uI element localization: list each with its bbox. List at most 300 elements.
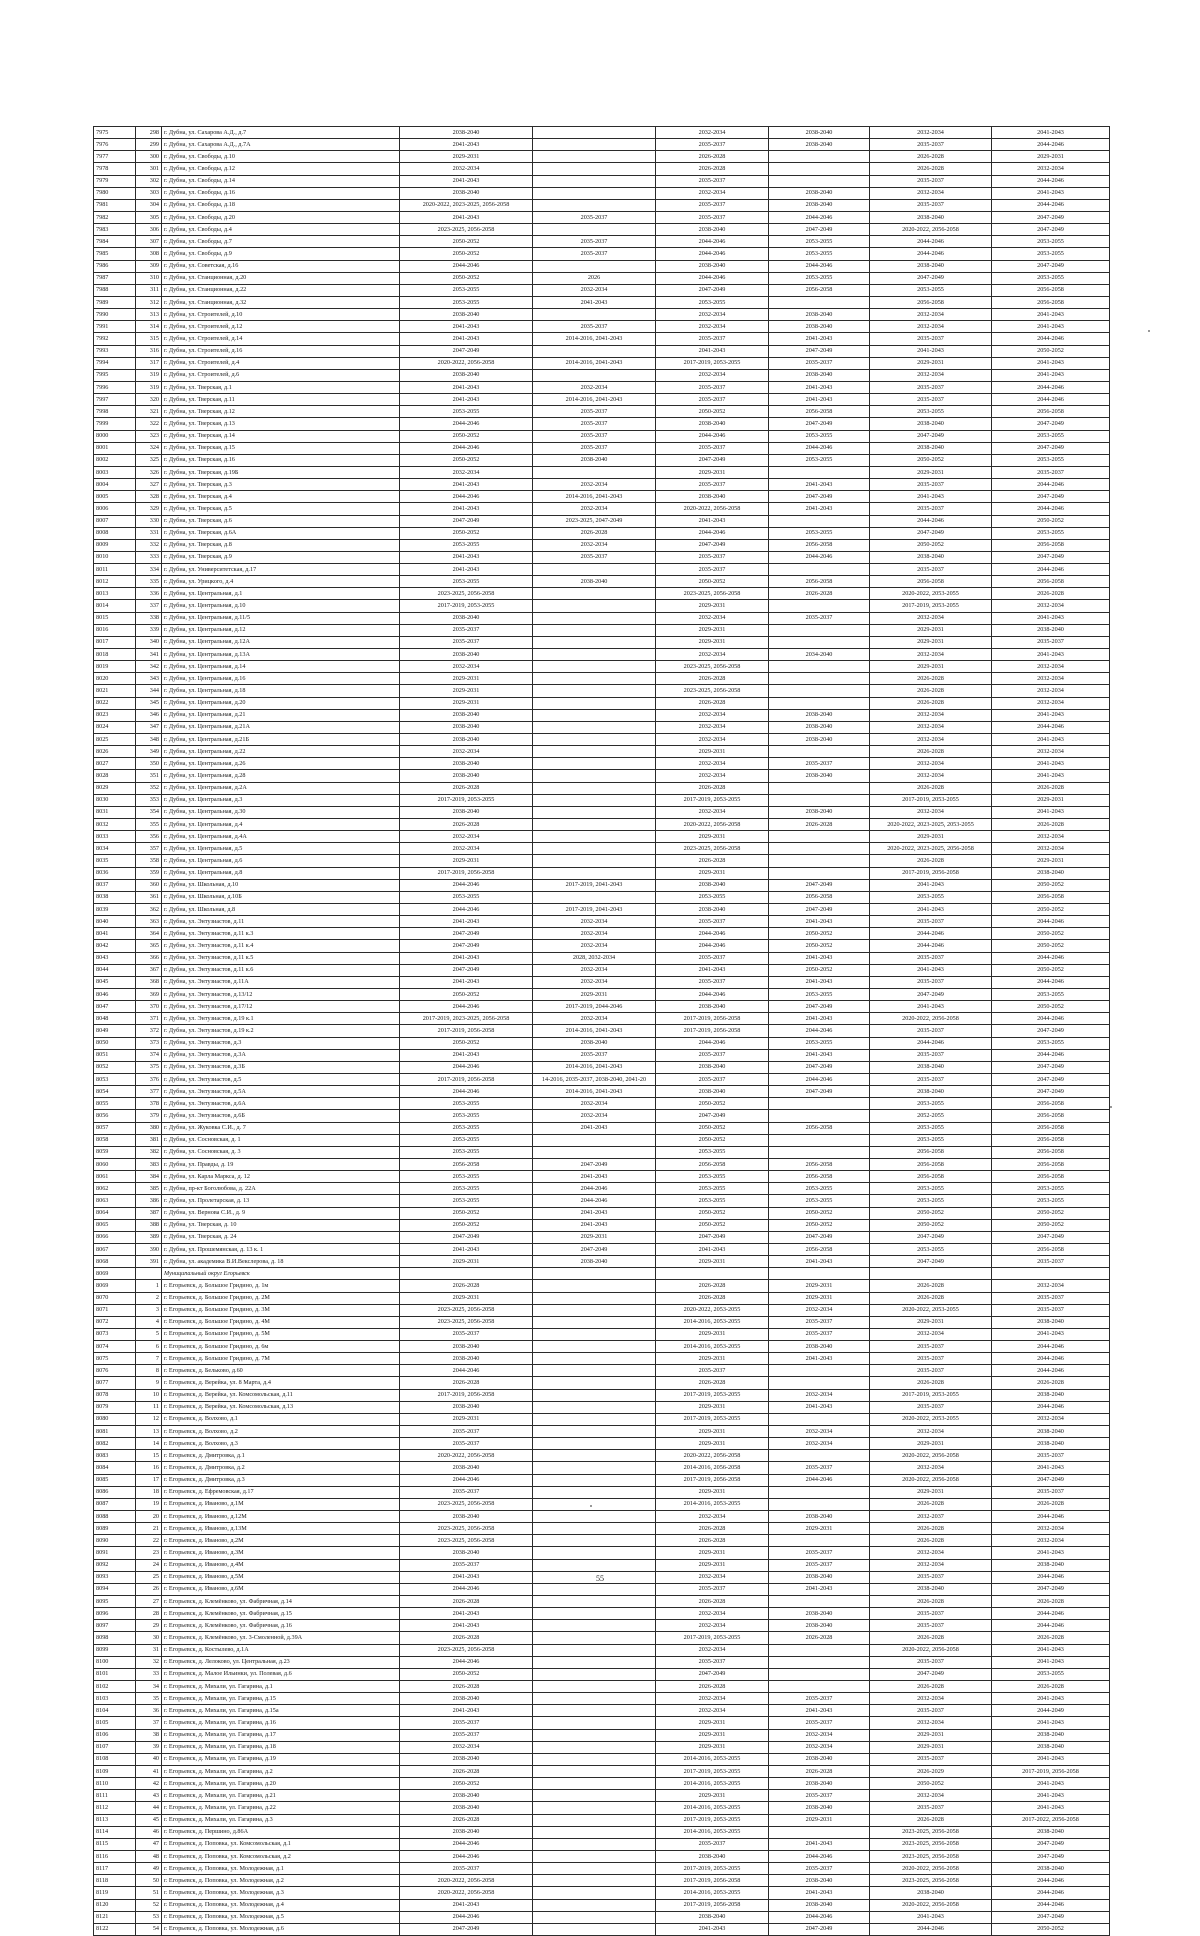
year-c-cell: 2014-2016, 2053-2055 [656,1753,769,1765]
table-row [94,1887,1110,1899]
row-code-cell: 8098 [94,1632,136,1644]
year-b-cell [533,1523,656,1535]
year-d-cell: 2038-2040 [769,1802,870,1814]
year-f-cell: 2029-2031 [992,855,1110,867]
year-a-cell: 2017-2019, 2056-2058 [400,1389,533,1401]
year-e-cell: 2035-2037 [870,175,992,187]
address-cell: г. Дубна, ул. Центральная, д.14 [162,661,400,673]
table-row [94,1365,1110,1377]
address-cell: г. Дубна, ул. Строителей, д.10 [162,309,400,321]
year-c-cell: 2044-2046 [656,236,769,248]
row-code-cell: 7989 [94,296,136,308]
year-b-cell [533,224,656,236]
table-row [94,272,1110,284]
year-b-cell: 2032-2034 [533,928,656,940]
year-f-cell: 2038-2040 [992,1389,1110,1401]
year-a-cell: 2044-2046 [400,260,533,272]
year-b-cell: 2014-2016, 2041-2043 [533,1025,656,1037]
year-d-cell [769,782,870,794]
year-c-cell: 2035-2037 [656,199,769,211]
year-f-cell: 2056-2058 [992,576,1110,588]
year-a-cell: 2044-2046 [400,1086,533,1098]
year-e-cell: 2023-2025, 2056-2058 [870,1826,992,1838]
year-a-cell: 2032-2034 [400,843,533,855]
address-cell: г. Егорьевск, д. Михали, ул. Гагарина, д.17 [162,1729,400,1741]
year-f-cell: 2026-2028 [992,819,1110,831]
row-code-cell: 8069 [94,1268,136,1280]
row-code-cell: 7986 [94,260,136,272]
row-number-cell: 5 [136,1328,162,1340]
year-c-cell: 2029-2031 [656,600,769,612]
year-b-cell: 2035-2037 [533,211,656,223]
row-number-cell: 22 [136,1535,162,1547]
year-d-cell: 2029-2031 [769,1523,870,1535]
address-cell: г. Егорьевск, д. Поповка, ул. Комсомольская, д.1 [162,1838,400,1850]
year-b-cell: 2029-2031 [533,988,656,1000]
year-d-cell: 2056-2058 [769,891,870,903]
row-code-cell: 8060 [94,1158,136,1170]
year-e-cell: 2044-2046 [870,1037,992,1049]
table-row [94,1413,1110,1425]
year-f-cell: 2044-2046 [992,175,1110,187]
year-a-cell: 2026-2028 [400,1280,533,1292]
address-cell: Муниципальный округ Егорьевск [162,1268,400,1280]
year-b-cell: 2035-2037 [533,248,656,260]
year-c-cell: 2047-2049 [656,284,769,296]
year-b-cell [533,564,656,576]
row-code-cell: 8072 [94,1316,136,1328]
row-number-cell: 319 [136,381,162,393]
year-d-cell: 2047-2049 [769,904,870,916]
row-code-cell: 8087 [94,1498,136,1510]
year-b-cell [533,1438,656,1450]
year-a-cell: 2053-2055 [400,296,533,308]
address-cell: г. Дубна, ул. Центральная, д.21А [162,721,400,733]
address-cell: г. Егорьевск, д. Бельково, д.60 [162,1365,400,1377]
address-cell: г. Дубна, ул. Свободы, д.4 [162,224,400,236]
year-f-cell: 2041-2043 [992,1693,1110,1705]
table-row [94,1013,1110,1025]
row-number-cell: 331 [136,527,162,539]
table-row [94,1668,1110,1680]
year-e-cell: 2044-2046 [870,515,992,527]
year-d-cell [769,1681,870,1693]
year-b-cell [533,1146,656,1158]
row-number-cell: 361 [136,891,162,903]
year-e-cell: 2020-2022, 2023-2025, 2053-2055 [870,819,992,831]
year-a-cell: 2038-2040 [400,806,533,818]
year-f-cell: 2056-2058 [992,1146,1110,1158]
address-cell: г. Дубна, ул. Центральная, д.22 [162,746,400,758]
year-d-cell: 2053-2055 [769,527,870,539]
address-cell: г. Егорьевск, д. Верейка, ул. Комсомольская, д.11 [162,1389,400,1401]
year-f-cell: 2041-2043 [992,806,1110,818]
year-d-cell: 2047-2049 [769,879,870,891]
address-cell: г. Дубна, ул. Сахарова А.Д., д.7 [162,127,400,139]
row-number-cell: 346 [136,709,162,721]
year-b-cell [533,1365,656,1377]
year-b-cell: 2032-2034 [533,976,656,988]
year-a-cell: 2053-2055 [400,539,533,551]
year-a-cell: 2017-2019, 2056-2058 [400,1073,533,1085]
year-a-cell: 2029-2031 [400,673,533,685]
row-code-cell: 8092 [94,1559,136,1571]
row-code-cell: 8066 [94,1231,136,1243]
table-row [94,1826,1110,1838]
row-code-cell: 7983 [94,224,136,236]
year-c-cell: 2017-2019, 2053-2055 [656,794,769,806]
year-d-cell [769,151,870,163]
year-a-cell: 2038-2040 [400,721,533,733]
year-b-cell [533,1681,656,1693]
year-a-cell: 2038-2040 [400,709,533,721]
table-row [94,709,1110,721]
year-e-cell: 2050-2052 [870,539,992,551]
table-row [94,1911,1110,1923]
year-e-cell: 2032-2034 [870,1790,992,1802]
row-code-cell: 8036 [94,867,136,879]
year-c-cell: 2032-2034 [656,1644,769,1656]
year-c-cell: 2017-2019, 2053-2055 [656,1389,769,1401]
table-row [94,1681,1110,1693]
row-number-cell: 35 [136,1693,162,1705]
year-a-cell: 2026-2028 [400,1765,533,1777]
year-a-cell: 2026-2028 [400,1377,533,1389]
year-c-cell: 2035-2037 [656,1049,769,1061]
row-code-cell: 8022 [94,697,136,709]
address-cell: г. Егорьевск, д. Большое Гридино, д. 2М [162,1292,400,1304]
year-f-cell: 2032-2034 [992,673,1110,685]
address-cell: г. Дубна, ул. Энтузиастов, д.11 к.6 [162,964,400,976]
year-a-cell: 2032-2034 [400,831,533,843]
year-a-cell: 2044-2046 [400,1474,533,1486]
table-row [94,1207,1110,1219]
year-b-cell: 2038-2040 [533,1037,656,1049]
year-e-cell: 2032-2034 [870,709,992,721]
row-number-cell: 378 [136,1098,162,1110]
row-code-cell: 8007 [94,515,136,527]
year-c-cell: 2032-2034 [656,369,769,381]
year-a-cell: 2041-2043 [400,952,533,964]
year-c-cell: 2047-2049 [656,1110,769,1122]
year-a-cell: 2032-2034 [400,163,533,175]
table-row [94,1511,1110,1523]
year-e-cell: 2047-2049 [870,527,992,539]
year-a-cell: 2038-2040 [400,1353,533,1365]
row-number-cell: 21 [136,1523,162,1535]
year-e-cell: 2056-2058 [870,576,992,588]
address-cell: г. Дубна, ул. Тверская, д.8 [162,539,400,551]
table-row [94,1171,1110,1183]
year-d-cell [769,1134,870,1146]
year-a-cell: 2050-2052 [400,1037,533,1049]
row-number-cell: 325 [136,454,162,466]
year-a-cell: 2053-2055 [400,1098,533,1110]
row-code-cell: 7978 [94,163,136,175]
address-cell: г. Дубна, ул. Центральная, д.16 [162,673,400,685]
year-d-cell: 2038-2040 [769,1608,870,1620]
table-row [94,952,1110,964]
address-cell: г. Егорьевск, д. Поповка, ул. Молодежная, д.3 [162,1887,400,1899]
address-cell: г. Егорьевск, д. Иваново, д.5М [162,1571,400,1583]
year-e-cell: 2052-2055 [870,1110,992,1122]
year-c-cell: 2017-2019, 2056-2058 [656,1875,769,1887]
year-e-cell: 2026-2029 [870,1765,992,1777]
year-a-cell: 2038-2040 [400,1462,533,1474]
year-d-cell: 2026-2028 [769,588,870,600]
year-a-cell: 2044-2046 [400,1001,533,1013]
year-b-cell [533,600,656,612]
year-c-cell: 2032-2034 [656,127,769,139]
year-d-cell: 2032-2034 [769,1438,870,1450]
row-number-cell: 14 [136,1438,162,1450]
year-f-cell: 2032-2034 [992,746,1110,758]
year-a-cell: 2041-2043 [400,1705,533,1717]
row-code-cell: 8049 [94,1025,136,1037]
year-d-cell [769,697,870,709]
row-code-cell: 8101 [94,1668,136,1680]
year-f-cell: 2047-2049 [992,1061,1110,1073]
year-c-cell: 2023-2025, 2056-2058 [656,685,769,697]
year-b-cell [533,1850,656,1862]
address-cell: г. Дубна, ул. Энтузиастов, д.11 [162,916,400,928]
row-number-cell: 53 [136,1911,162,1923]
year-a-cell: 2041-2043 [400,381,533,393]
row-number-cell: 327 [136,479,162,491]
year-a-cell: 2020-2022, 2056-2058 [400,357,533,369]
address-cell: г. Дубна, ул. Строителей, д.16 [162,345,400,357]
year-a-cell: 2041-2043 [400,333,533,345]
address-cell: г. Дубна, ул. Свободы, д.12 [162,163,400,175]
row-number-cell: 13 [136,1426,162,1438]
year-f-cell: 2044-2046 [992,479,1110,491]
table-row [94,369,1110,381]
row-code-cell: 8091 [94,1547,136,1559]
year-c-cell: 2032-2034 [656,187,769,199]
year-a-cell: 2041-2043 [400,479,533,491]
year-e-cell: 2029-2031 [870,357,992,369]
year-a-cell: 2038-2040 [400,1401,533,1413]
year-f-cell: 2032-2034 [992,831,1110,843]
row-number-cell: 339 [136,624,162,636]
schedule-sheet [93,126,1098,1936]
row-number-cell: 40 [136,1753,162,1765]
year-d-cell [769,673,870,685]
address-cell: г. Дубна, ул. Тверская, д.5 [162,503,400,515]
year-c-cell [656,1268,769,1280]
year-a-cell: 2023-2025, 2056-2058 [400,224,533,236]
row-code-cell: 8020 [94,673,136,685]
year-b-cell: 2014-2016, 2041-2043 [533,357,656,369]
year-e-cell: 2053-2055 [870,1195,992,1207]
year-e-cell: 2026-2028 [870,151,992,163]
year-b-cell [533,831,656,843]
year-d-cell: 2035-2037 [769,1863,870,1875]
year-c-cell: 2029-2031 [656,1328,769,1340]
year-e-cell: 2038-2040 [870,418,992,430]
year-d-cell: 2035-2037 [769,1462,870,1474]
year-c-cell: 2035-2037 [656,976,769,988]
year-e-cell: 2020-2022, 2056-2058 [870,1474,992,1486]
year-a-cell: 2041-2043 [400,1608,533,1620]
year-f-cell: 2044-2046 [992,1899,1110,1911]
year-f-cell: 2053-2055 [992,272,1110,284]
address-cell: г. Егорьевск, д. Михали, ул. Гагарина, д.15а [162,1705,400,1717]
year-d-cell: 2050-2052 [769,1207,870,1219]
table-row [94,564,1110,576]
year-c-cell: 2017-2019, 2053-2055 [656,1413,769,1425]
table-row [94,1256,1110,1268]
year-c-cell: 2032-2034 [656,1693,769,1705]
row-number-cell: 322 [136,418,162,430]
table-row [94,1486,1110,1498]
table-row [94,1450,1110,1462]
year-e-cell: 2035-2037 [870,139,992,151]
year-c-cell: 2038-2040 [656,1061,769,1073]
table-row [94,1292,1110,1304]
year-f-cell: 2044-2046 [992,1571,1110,1583]
row-code-cell: 8110 [94,1778,136,1790]
address-cell: г. Дубна, ул. Энтузиастов, д.11 к.5 [162,952,400,964]
table-row [94,806,1110,818]
table-row [94,248,1110,260]
year-c-cell: 2032-2034 [656,612,769,624]
table-row [94,551,1110,563]
year-b-cell [533,806,656,818]
year-d-cell: 2050-2052 [769,1219,870,1231]
year-b-cell [533,1559,656,1571]
year-c-cell: 2026-2028 [656,1292,769,1304]
row-number-cell: 32 [136,1656,162,1668]
address-cell: г. Дубна, ул. Сахарова А.Д., д.7А [162,139,400,151]
year-d-cell [769,855,870,867]
address-cell: г. Дубна, ул. Центральная, д.12А [162,636,400,648]
year-c-cell: 2050-2052 [656,1219,769,1231]
year-e-cell: 2032-2034 [870,612,992,624]
table-row [94,1328,1110,1340]
address-cell: г. Дубна, ул. Тверская, д.14 [162,430,400,442]
address-cell: г. Егорьевск, д. Дмитровка, д.3 [162,1474,400,1486]
row-code-cell: 8070 [94,1292,136,1304]
row-code-cell: 8033 [94,831,136,843]
address-cell: г. Дубна, ул. Свободы, д.18 [162,199,400,211]
year-c-cell: 2038-2040 [656,904,769,916]
address-cell: г. Егорьевск, д. Верейка, ул. Комсомольская, д.13 [162,1401,400,1413]
year-b-cell [533,891,656,903]
year-c-cell: 2029-2031 [656,1790,769,1802]
table-row [94,211,1110,223]
row-code-cell: 8115 [94,1838,136,1850]
year-c-cell: 2035-2037 [656,1583,769,1595]
year-c-cell: 2038-2040 [656,491,769,503]
table-row [94,515,1110,527]
year-a-cell: 2050-2052 [400,248,533,260]
year-a-cell: 2044-2046 [400,1838,533,1850]
table-row [94,1838,1110,1850]
year-e-cell: 2026-2028 [870,782,992,794]
table-row [94,1134,1110,1146]
year-d-cell: 2038-2040 [769,1875,870,1887]
table-row [94,127,1110,139]
year-b-cell [533,466,656,478]
row-number-cell: 330 [136,515,162,527]
row-code-cell: 8120 [94,1899,136,1911]
address-cell: г. Дубна, ул. Энтузиастов, д.13/12 [162,988,400,1000]
year-d-cell: 2041-2043 [769,1256,870,1268]
row-number-cell: 48 [136,1850,162,1862]
table-row [94,1231,1110,1243]
year-a-cell: 2035-2037 [400,1438,533,1450]
year-f-cell: 2056-2058 [992,284,1110,296]
year-c-cell: 2032-2034 [656,721,769,733]
year-f-cell: 2041-2043 [992,187,1110,199]
year-c-cell: 2017-2019, 2053-2055 [656,1632,769,1644]
year-c-cell: 2026-2028 [656,151,769,163]
row-code-cell: 8097 [94,1620,136,1632]
row-code-cell: 8068 [94,1256,136,1268]
year-d-cell: 2053-2055 [769,430,870,442]
row-code-cell: 8094 [94,1583,136,1595]
year-e-cell: 2056-2058 [870,1146,992,1158]
address-cell: г. Егорьевск, д. Поповка, ул. Молодежная, д.2 [162,1875,400,1887]
row-code-cell: 8058 [94,1134,136,1146]
year-a-cell: 2038-2040 [400,1341,533,1353]
year-c-cell: 2050-2052 [656,406,769,418]
table-row [94,697,1110,709]
year-b-cell [533,1304,656,1316]
year-f-cell: 2044-2046 [992,333,1110,345]
year-f-cell: 2032-2034 [992,1523,1110,1535]
row-code-cell: 8114 [94,1826,136,1838]
year-a-cell: 2053-2055 [400,1146,533,1158]
year-e-cell: 2026-2028 [870,1280,992,1292]
year-b-cell [533,1790,656,1802]
row-number-cell: 357 [136,843,162,855]
year-d-cell: 2056-2058 [769,284,870,296]
year-a-cell: 2032-2034 [400,661,533,673]
address-cell: г. Дубна, ул. Центральная, д.18 [162,685,400,697]
row-code-cell: 8016 [94,624,136,636]
year-e-cell: 2029-2031 [870,1729,992,1741]
year-b-cell [533,1583,656,1595]
year-d-cell: 2034-2040 [769,649,870,661]
year-a-cell: 2038-2040 [400,369,533,381]
row-code-cell: 7981 [94,199,136,211]
year-c-cell: 2029-2031 [656,1353,769,1365]
year-f-cell: 2029-2031 [992,151,1110,163]
row-number-cell: 359 [136,867,162,879]
year-d-cell [769,794,870,806]
table-row [94,819,1110,831]
row-code-cell: 7988 [94,284,136,296]
table-row [94,721,1110,733]
year-b-cell [533,1802,656,1814]
year-c-cell: 2029-2031 [656,1401,769,1413]
year-f-cell: 2035-2037 [992,1304,1110,1316]
year-c-cell: 2020-2022, 2053-2055 [656,1304,769,1316]
table-row [94,1535,1110,1547]
row-number-cell: 344 [136,685,162,697]
table-row [94,224,1110,236]
table-row [94,1158,1110,1170]
year-a-cell: 2053-2055 [400,1183,533,1195]
year-e-cell: 2020-2022, 2056-2058 [870,1450,992,1462]
year-b-cell [533,1632,656,1644]
year-d-cell: 2047-2049 [769,491,870,503]
table-row [94,1729,1110,1741]
address-cell: г. Егорьевск, д. Верейка, ул. 8 Марта, д.4 [162,1377,400,1389]
year-e-cell: 2050-2052 [870,1219,992,1231]
